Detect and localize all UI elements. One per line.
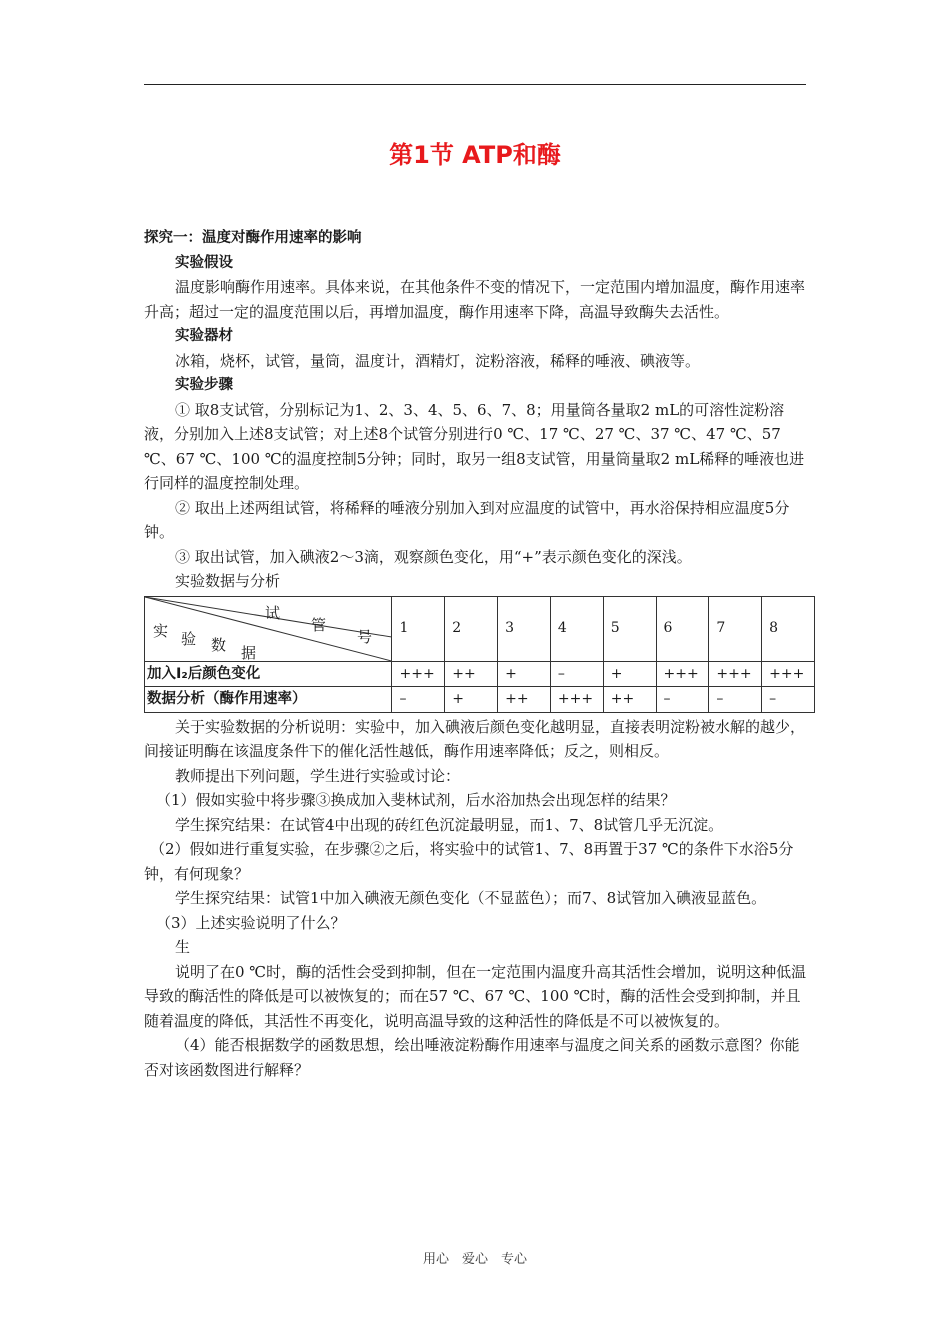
page-footer: 用心 爱心 专心: [422, 1252, 527, 1267]
document-body: [144, 226, 814, 1082]
analysis-text: 关于实验数据的分析说明：实验中，加入碘液后颜色变化越明显，直接表明淀粉被水解的越少，间接证明酶在该温度条件下的催化活性越低，酶作用速率降低；反之，则相反。: [144, 717, 806, 760]
header-label-left4: 据: [241, 643, 257, 662]
table-cell: –: [709, 687, 762, 713]
header-label-right: 号: [357, 627, 373, 646]
materials-text: 冰箱，烧杯，试管，量筒，温度计，酒精灯，淀粉溶液，稀释的唾液、碘液等。: [175, 351, 701, 370]
header-label-left3: 数: [211, 635, 227, 654]
table-cell: ++: [603, 687, 656, 713]
table-cell: ++: [445, 661, 498, 687]
section-heading: 探究一：温度对酶作用速率的影响: [144, 230, 362, 246]
hypothesis-heading: 实验假设: [175, 254, 233, 271]
tube-number: 7: [709, 596, 762, 661]
table-cell: +++: [709, 661, 762, 687]
teacher-text: 教师提出下列问题，学生进行实验或讨论：: [175, 766, 461, 785]
hypothesis-text: 温度影响酶作用速率。具体来说，在其他条件不变的情况下，一定范围内增加温度，酶作用速率升高；超过一定的温度范围以后，再增加温度，酶作用速率下降，高温导致酶失去活性。: [144, 278, 806, 321]
table-cell: –: [762, 687, 815, 713]
answer-3-label: 生: [175, 938, 191, 956]
tube-number: 6: [656, 596, 709, 661]
question-2: （2）假如进行重复实验，在步骤②之后，将实验中的试管1、7、8再置于37 ℃的条件下水浴5分钟，有何现象？: [144, 840, 794, 883]
data-heading: 实验数据与分析: [175, 572, 281, 590]
header-label-left2: 验: [181, 629, 197, 648]
table-cell: +: [603, 661, 656, 687]
table-row-rate: [145, 687, 815, 713]
answer-2: 学生探究结果：试管1中加入碘液无颜色变化（不显蓝色）；而7、8试管加入碘液显蓝色。: [175, 889, 767, 907]
header-label-left1: 实: [153, 621, 169, 640]
question-1: （1）假如实验中将步骤③换成加入斐林试剂，后水浴加热会出现怎样的结果？: [156, 791, 676, 809]
tube-number: 1: [392, 596, 445, 661]
table-cell: –: [392, 687, 445, 713]
tube-number: 5: [603, 596, 656, 661]
row-label-color-change: 加入I₂后颜色变化: [145, 661, 392, 687]
step-3: ③ 取出试管，加入碘液2～3滴，观察颜色变化，用“+”表示颜色变化的深浅。: [175, 547, 692, 566]
tube-number: 3: [498, 596, 551, 661]
table-cell: +++: [656, 661, 709, 687]
question-4: （4）能否根据数学的函数思想，绘出唾液淀粉酶作用速率与温度之间关系的函数示意图？你能否对该函数图进行解释？: [144, 1036, 800, 1079]
table-cell: +: [498, 661, 551, 687]
question-3: （3）上述实验说明了什么？: [156, 913, 346, 932]
table-cell: –: [550, 661, 603, 687]
answer-3: 说明了在0 ℃时，酶的活性会受到抑制，但在一定范围内温度升高其活性会增加，说明这种低温导致的酶活性的降低是可以被恢复的；而在57 ℃、67 ℃、100 ℃时，酶的活性会受到抑制，并且随着温度的降低，其活性不再变化，说明高温导致的这种活性的降低是不可以被恢复的。: [144, 962, 807, 1030]
table-cell: +: [445, 687, 498, 713]
table-cell: +++: [550, 687, 603, 713]
step-1: ① 取8支试管，分别标记为1、2、3、4、5、6、7、8；用量筒各量取2 mL的可溶性淀粉溶液，分别加入上述8支试管；对上述8个试管分别进行0 ℃、17 ℃、27 ℃、37 ℃、47 ℃、57 ℃、67 ℃、100 ℃的温度控制5分钟；同时，取另一组8支试管，用量筒量取2 mL稀释的唾液也进行同样的温度控制处理。: [144, 400, 805, 492]
data-table: [144, 596, 815, 713]
diagonal-header-cell: [145, 596, 392, 661]
header-label-top: 试: [265, 603, 281, 622]
steps-heading: 实验步骤: [175, 377, 233, 393]
tube-number: 8: [762, 596, 815, 661]
table-cell: +++: [392, 661, 445, 687]
table-cell: +++: [762, 661, 815, 687]
answer-1: 学生探究结果：在试管4中出现的砖红色沉淀最明显，而1、7、8试管几乎无沉淀。: [175, 815, 724, 834]
header-label-top2: 管: [311, 615, 327, 634]
tube-number: 4: [550, 596, 603, 661]
tube-number: 2: [445, 596, 498, 661]
step-2: ② 取出上述两组试管，将稀释的唾液分别加入到对应温度的试管中，再水浴保持相应温度5分钟。: [144, 498, 790, 541]
table-cell: –: [656, 687, 709, 713]
materials-heading: 实验器材: [175, 328, 233, 344]
header-rule: [144, 84, 806, 85]
table-cell: ++: [498, 687, 551, 713]
table-header-row: [145, 596, 815, 661]
row-label-rate: 数据分析（酶作用速率）: [145, 687, 392, 713]
page-title: 第1节 ATP和酶: [389, 141, 561, 169]
